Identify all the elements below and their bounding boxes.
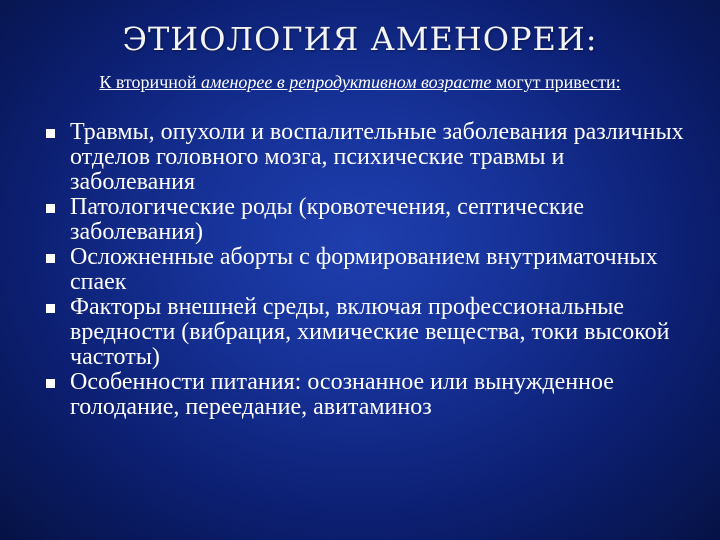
square-bullet-icon — [46, 204, 55, 213]
slide-title: ЭТИОЛОГИЯ АМЕНОРЕИ: — [122, 20, 598, 58]
slide-subtitle — [80, 72, 640, 93]
list-item-text: Осложненные аборты с формированием внутриматочных спаек — [70, 244, 658, 295]
square-bullet-icon — [46, 254, 55, 263]
list-item — [44, 370, 694, 420]
square-bullet-icon — [46, 129, 55, 138]
list-item-text: Патологические роды (кровотечения, септические заболевания) — [70, 194, 585, 245]
square-bullet-icon — [46, 304, 55, 313]
bullet-list — [44, 120, 694, 420]
list-item-text: Травмы, опухоли и воспалительные заболевания различных отделов головного мозга, психические травмы и заболевания — [70, 119, 684, 195]
list-item — [44, 120, 694, 195]
list-item — [44, 295, 694, 370]
list-item-text: Факторы внешней среды, включая профессиональные вредности (вибрация, химические вещества, токи высокой частоты) — [70, 294, 670, 370]
list-item-text: Особенности питания: осознанное или вынужденное голодание, переедание, авитаминоз — [70, 369, 614, 420]
list-item — [44, 195, 694, 245]
subtitle-part-2: аменорее в репродуктивном возрасте — [201, 72, 492, 92]
subtitle-part-1: К вторичной — [99, 72, 202, 92]
list-item — [44, 245, 694, 295]
subtitle-part-3: могут привести: — [491, 72, 621, 92]
square-bullet-icon — [46, 379, 55, 388]
